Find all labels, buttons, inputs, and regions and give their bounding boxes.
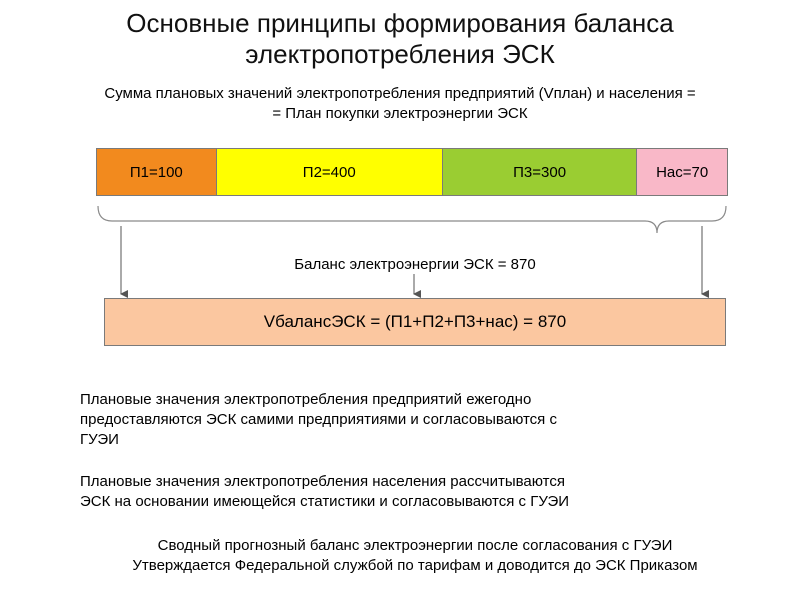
title-line-2: электропотребления ЭСК bbox=[245, 39, 555, 69]
approval-note-line-1: Сводный прогнозный баланс электроэнергии после согласования с ГУЭИ bbox=[157, 537, 673, 554]
segment-p1: П1=100 bbox=[97, 149, 217, 195]
title-line-1: Основные принципы формирования баланса bbox=[126, 8, 674, 38]
segment-population: Нас=70 bbox=[637, 149, 727, 195]
enterprise-note-line-1: Плановые значения электропотребления предприятий ежегодно bbox=[80, 391, 532, 408]
approval-note-line-2: Утверждается Федеральной службой по тарифам и доводится до ЭСК Приказом bbox=[132, 557, 698, 574]
enterprise-note-line-2: предоставляются ЭСК самими предприятиями и согласовываются с bbox=[80, 411, 557, 428]
enterprise-note-line-3: ГУЭИ bbox=[80, 431, 119, 448]
sum-statement-line-2: = План покупки электроэнергии ЭСК bbox=[272, 105, 528, 122]
population-note bbox=[80, 472, 700, 512]
approval-note bbox=[40, 536, 790, 576]
population-note-line-2: ЭСК на основании имеющейся статистики и согласовываются с ГУЭИ bbox=[80, 493, 570, 510]
segment-p2: П2=400 bbox=[217, 149, 443, 195]
sum-statement-line-1: Сумма плановых значений электропотребления предприятий (Vплан) и населения = bbox=[104, 85, 696, 102]
balance-formula-box: VбалансЭСК = (П1+П2+П3+нас) = 870 bbox=[104, 298, 726, 346]
segment-p3: П3=300 bbox=[443, 149, 637, 195]
balance-label: Баланс электроэнергии ЭСК = 870 bbox=[294, 256, 536, 273]
population-note-line-1: Плановые значения электропотребления населения рассчитываются bbox=[80, 473, 566, 490]
enterprise-note bbox=[80, 390, 700, 450]
grouping-brace bbox=[98, 206, 726, 233]
